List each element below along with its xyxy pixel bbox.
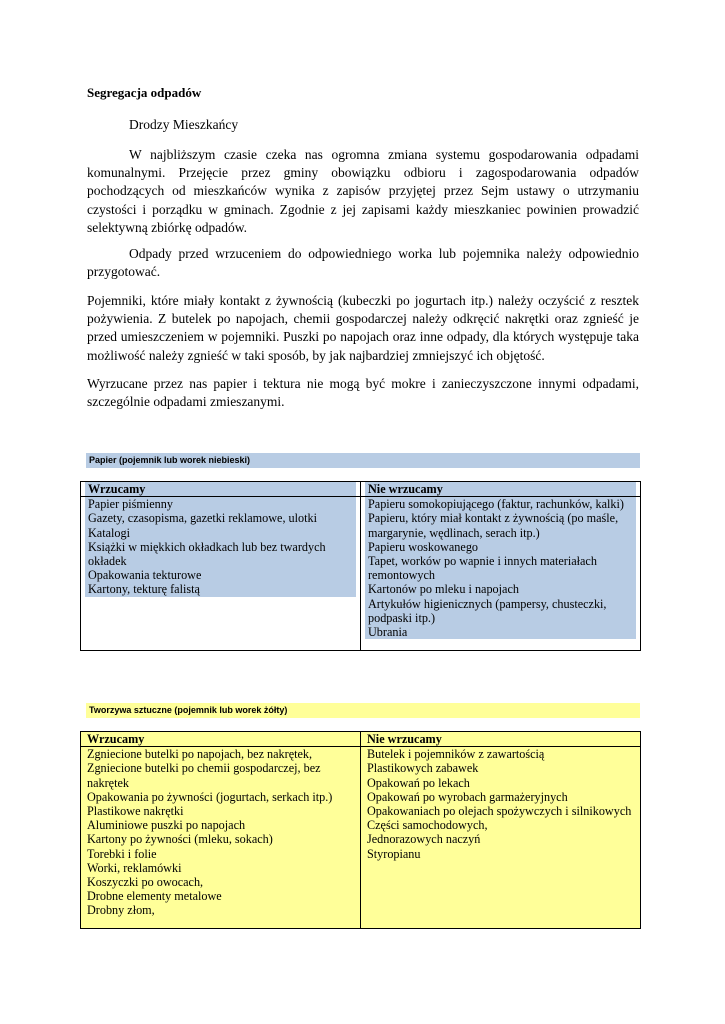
paper-yes-header: Wrzucamy <box>85 482 356 496</box>
plastic-yes-list <box>81 747 360 928</box>
paper-no-item: Papieru, który miał kontakt z żywnością (po maśle, margarynie, wędlinach, serach itp.) <box>368 511 619 540</box>
paper-no-item: Ubrania <box>368 625 408 640</box>
plastic-no-header-cell <box>361 732 641 747</box>
paper-no-item: Papieru somokopiującego (faktur, rachunków, kalki) <box>368 497 624 512</box>
paper-yes-item: Książki w miękkich okładkach lub bez twardych okładek <box>88 539 326 569</box>
plastic-yes-item: Drobne elementy metalowe <box>87 889 222 904</box>
plastic-yes-item: Opakowania po żywności (jogurtach, serkach itp.) <box>87 789 333 804</box>
paper-yes-item: Kartony, tekturę falistą <box>88 582 200 597</box>
plastic-no-item: Styropianu <box>367 846 421 861</box>
paper-no-list <box>365 497 636 639</box>
plastic-no-header: Nie wrzucamy <box>361 732 640 746</box>
plastic-no-item: Opakowaniach po olejach spożywczych i silnikowych <box>367 804 632 819</box>
plastic-yes-item: Drobny złom, <box>87 903 155 918</box>
paper-section-label: Papier (pojemnik lub worek niebieski) <box>86 453 640 468</box>
plastic-yes-item: Aluminiowe puszki po napojach <box>87 818 246 833</box>
plastic-yes-item: Zgniecione butelki po chemii gospodarczej, bez nakrętek <box>87 761 321 790</box>
plastic-yes-item: Plastikowe nakrętki <box>87 804 184 819</box>
plastic-yes-item: Zgniecione butelki po napojach, bez nakrętek, <box>87 747 313 762</box>
paper-no-item: Papieru woskowanego <box>368 539 479 554</box>
paper-no-cell <box>361 497 641 651</box>
plastic-table <box>80 731 641 929</box>
plastic-no-item: Opakowań po wyrobach garmażeryjnych <box>367 789 568 804</box>
paper-no-item: Tapet, worków po wapnie i innych materiałach remontowych <box>368 554 597 583</box>
plastic-section-label: Tworzywa sztuczne (pojemnik lub worek żółty) <box>86 703 640 718</box>
plastic-yes-item: Kartony po żywności (mleku, sokach) <box>87 832 273 847</box>
plastic-no-item: Części samochodowych, <box>367 818 488 833</box>
paper-table <box>80 481 641 651</box>
paper-no-header: Nie wrzucamy <box>365 482 636 496</box>
paragraph-3: Pojemniki, które miały kontakt z żywnością (kubeczki po jogurtach itp.) należy oczyścić z resztek pożywienia. Z butelek po napojach, chemii gospodarczej należy odkręcić nakrętki oraz zgnieść je przed umieszczeniem w pojemniki. Puszki po napojach oraz inne odpady, dla których występuje taka możliwość należy zgnieść w taki sposób, by jak najbardziej zmniejszyć ich objętość. <box>87 293 639 363</box>
plastic-yes-header: Wrzucamy <box>81 732 360 746</box>
document-title: Segregacja odpadów <box>87 85 202 100</box>
greeting: Drodzy Mieszkańcy <box>129 117 239 132</box>
paper-yes-item: Gazety, czasopisma, gazetki reklamowe, ulotki <box>88 511 317 526</box>
paragraph-2: Odpady przed wrzuceniem do odpowiedniego worka lub pojemnika należy odpowiednio przygotować. <box>87 246 639 280</box>
plastic-no-item: Jednorazowych naczyń <box>367 832 481 847</box>
paragraph-1: W najbliższym czasie czeka nas ogromna zmiana systemu gospodarowania odpadami komunalnymi. Przejęcie przez gminy obowiązku odbioru i zagospodarowania odpadów pochodzących od mieszkańców wynika z zapisów przyjętej przez Sejm ustawy o utrzymaniu czystości i porządku w gminach. Zgodnie z jej zapisami każdy mieszkaniec powinien prowadzić selektywną zbiórkę odpadów. <box>87 147 639 235</box>
plastic-yes-item: Torebki i folie <box>87 846 157 861</box>
paper-no-item: Kartonów po mleku i napojach <box>368 582 519 597</box>
paper-no-item: Artykułów higienicznych (pampersy, chusteczki, podpaski itp.) <box>368 596 607 625</box>
plastic-yes-item: Koszyczki po owocach, <box>87 875 204 890</box>
paper-no-header-cell <box>361 482 641 497</box>
plastic-no-item: Butelek i pojemników z zawartością <box>367 747 545 762</box>
plastic-no-list <box>361 747 640 928</box>
plastic-no-cell <box>361 747 641 929</box>
paragraph-4: Wyrzucane przez nas papier i tektura nie mogą być mokre i zanieczyszczone innymi odpadami, szczególnie odpadami zmieszanymi. <box>87 376 639 410</box>
paper-yes-cell <box>81 497 361 651</box>
plastic-yes-header-cell <box>81 732 361 747</box>
plastic-yes-cell <box>81 747 361 929</box>
plastic-no-item: Plastikowych zabawek <box>367 761 479 776</box>
paper-yes-item: Opakowania tekturowe <box>88 568 202 583</box>
plastic-yes-item: Worki, reklamówki <box>87 860 182 875</box>
paper-yes-item: Papier piśmienny <box>88 497 173 512</box>
plastic-no-item: Opakowań po lekach <box>367 775 470 790</box>
paper-yes-list <box>85 497 356 596</box>
paper-yes-header-cell <box>81 482 361 497</box>
paper-yes-item: Katalogi <box>88 525 130 540</box>
